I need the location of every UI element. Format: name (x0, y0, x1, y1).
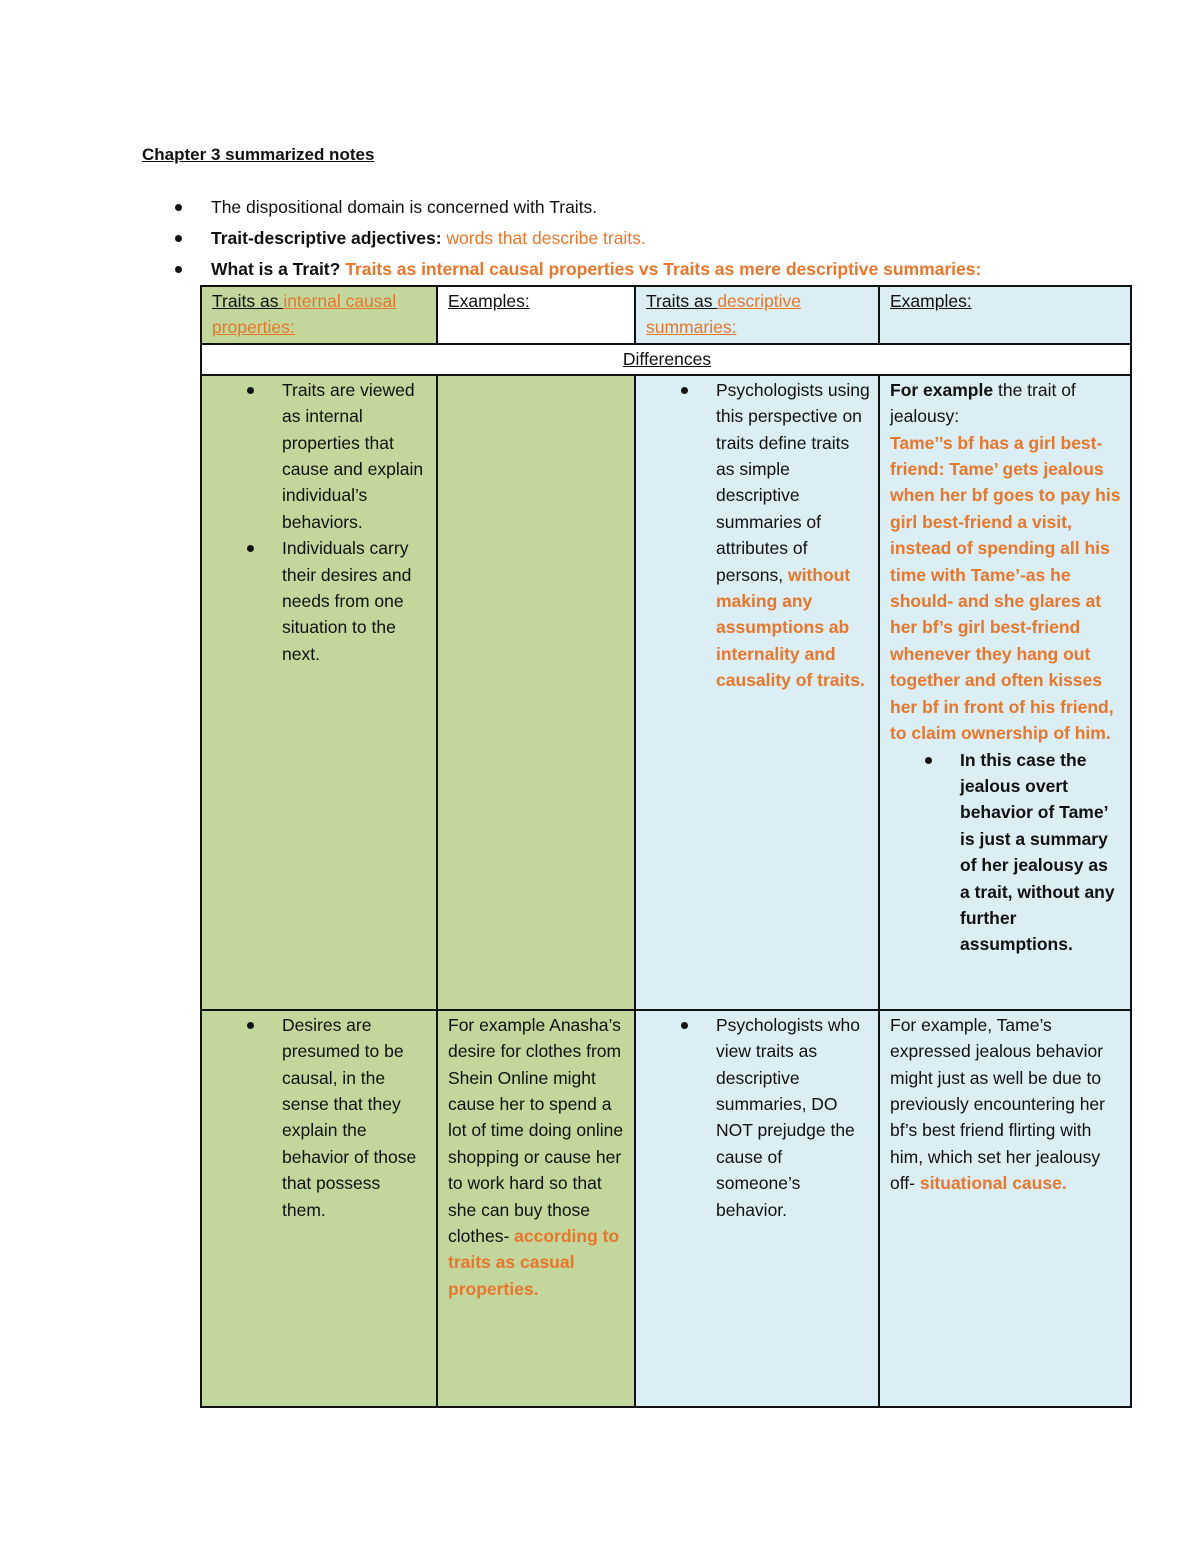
list-item: Traits are viewed as internal properties that cause and explain individual’s behaviors. (282, 377, 428, 535)
bullet-question: What is a Trait? (211, 259, 341, 279)
descriptive-cell (635, 1010, 879, 1407)
intro-bullet-list (170, 195, 1150, 288)
descriptive-example-cell (879, 1010, 1131, 1407)
header-highlight: descriptive summaries: (646, 291, 801, 338)
list-item: Individuals carry their desires and needs from one situation to the next. (282, 535, 428, 667)
list-item (716, 377, 870, 694)
point-text: Psychologists using this perspective on traits define traits as simple descriptive summaries of attributes of persons, (716, 379, 870, 585)
descriptive-example-cell (879, 375, 1131, 1010)
header-prefix: Traits as (646, 291, 718, 311)
internal-points (212, 377, 428, 667)
header-examples-descriptive (879, 286, 1131, 344)
header-examples-internal (437, 286, 635, 344)
list-item: Desires are presumed to be causal, in the sense that they explain the behavior of those that possess them. (282, 1012, 428, 1223)
list-item: Psychologists who view traits as descriptive summaries, DO NOT prejudge the cause of someone’s behavior. (716, 1012, 870, 1223)
header-label: Examples: (448, 291, 530, 311)
bullet-text: The dispositional domain is concerned with Traits. (211, 197, 598, 217)
list-item (170, 257, 1150, 288)
internal-example-cell (437, 375, 635, 1010)
header-highlight: internal causal properties: (212, 291, 397, 338)
differences-row (201, 344, 1131, 375)
internal-example-cell (437, 1010, 635, 1407)
example-text: the trait of jealousy: (890, 379, 1076, 427)
list-item: In this case the jealous overt behavior of Tame’ is just a summary of her jealousy as a trait, without any further assumptions. (960, 747, 1122, 958)
bullet-answer: Traits as internal causal properties vs Traits as mere descriptive summaries: (340, 259, 982, 279)
list-item (170, 195, 1150, 226)
list-item (170, 226, 1150, 257)
internal-points (212, 1012, 428, 1223)
point-highlight: without making any assumptions ab internality and causality of traits. (716, 564, 865, 691)
descriptive-cell (635, 375, 879, 1010)
table-row (201, 1010, 1131, 1407)
descriptive-points (646, 1012, 870, 1223)
example-highlight: situational cause. (914, 1173, 1067, 1194)
differences-heading (201, 344, 1131, 375)
header-descriptive-summaries (635, 286, 879, 344)
table-row (201, 375, 1131, 1010)
header-prefix: Traits as (212, 291, 284, 311)
table-header-row (201, 286, 1131, 344)
internal-cell (201, 375, 437, 1010)
bullet-definition: words that describe traits. (441, 228, 646, 248)
example-bullets (890, 747, 1122, 958)
internal-cell (201, 1010, 437, 1407)
example-lead: For example (890, 379, 994, 400)
comparison-table (200, 285, 1132, 1408)
header-internal-causal (201, 286, 437, 344)
differences-label: Differences (622, 348, 712, 369)
example-story: Tame’’s bf has a girl best-friend: Tame’ gets jealous when her bf goes to pay his girl best-friend a visit, instead of spending all his time with Tame’-as he should- and she glares at her bf’s girl best-friend whenever they hang out together and often kisses her bf in front of his friend, to claim ownership of him. (890, 432, 1121, 744)
example-text: For example Anasha’s desire for clothes from Shein Online might cause her to spend a lot of time doing online shopping or cause her to work hard so that she can buy those clothes- (448, 1014, 624, 1247)
example-highlight: according to traits as casual properties. (448, 1226, 620, 1299)
example-text: For example, Tame’s expressed jealous behavior might just as well be due to previously encountering her bf’s best friend flirting with him, which set her jealousy off- (890, 1014, 1105, 1194)
header-label: Examples: (890, 291, 972, 311)
page-title: Chapter 3 summarized notes (142, 145, 375, 164)
bullet-term: Trait-descriptive adjectives: (211, 228, 442, 248)
descriptive-points (646, 377, 870, 694)
